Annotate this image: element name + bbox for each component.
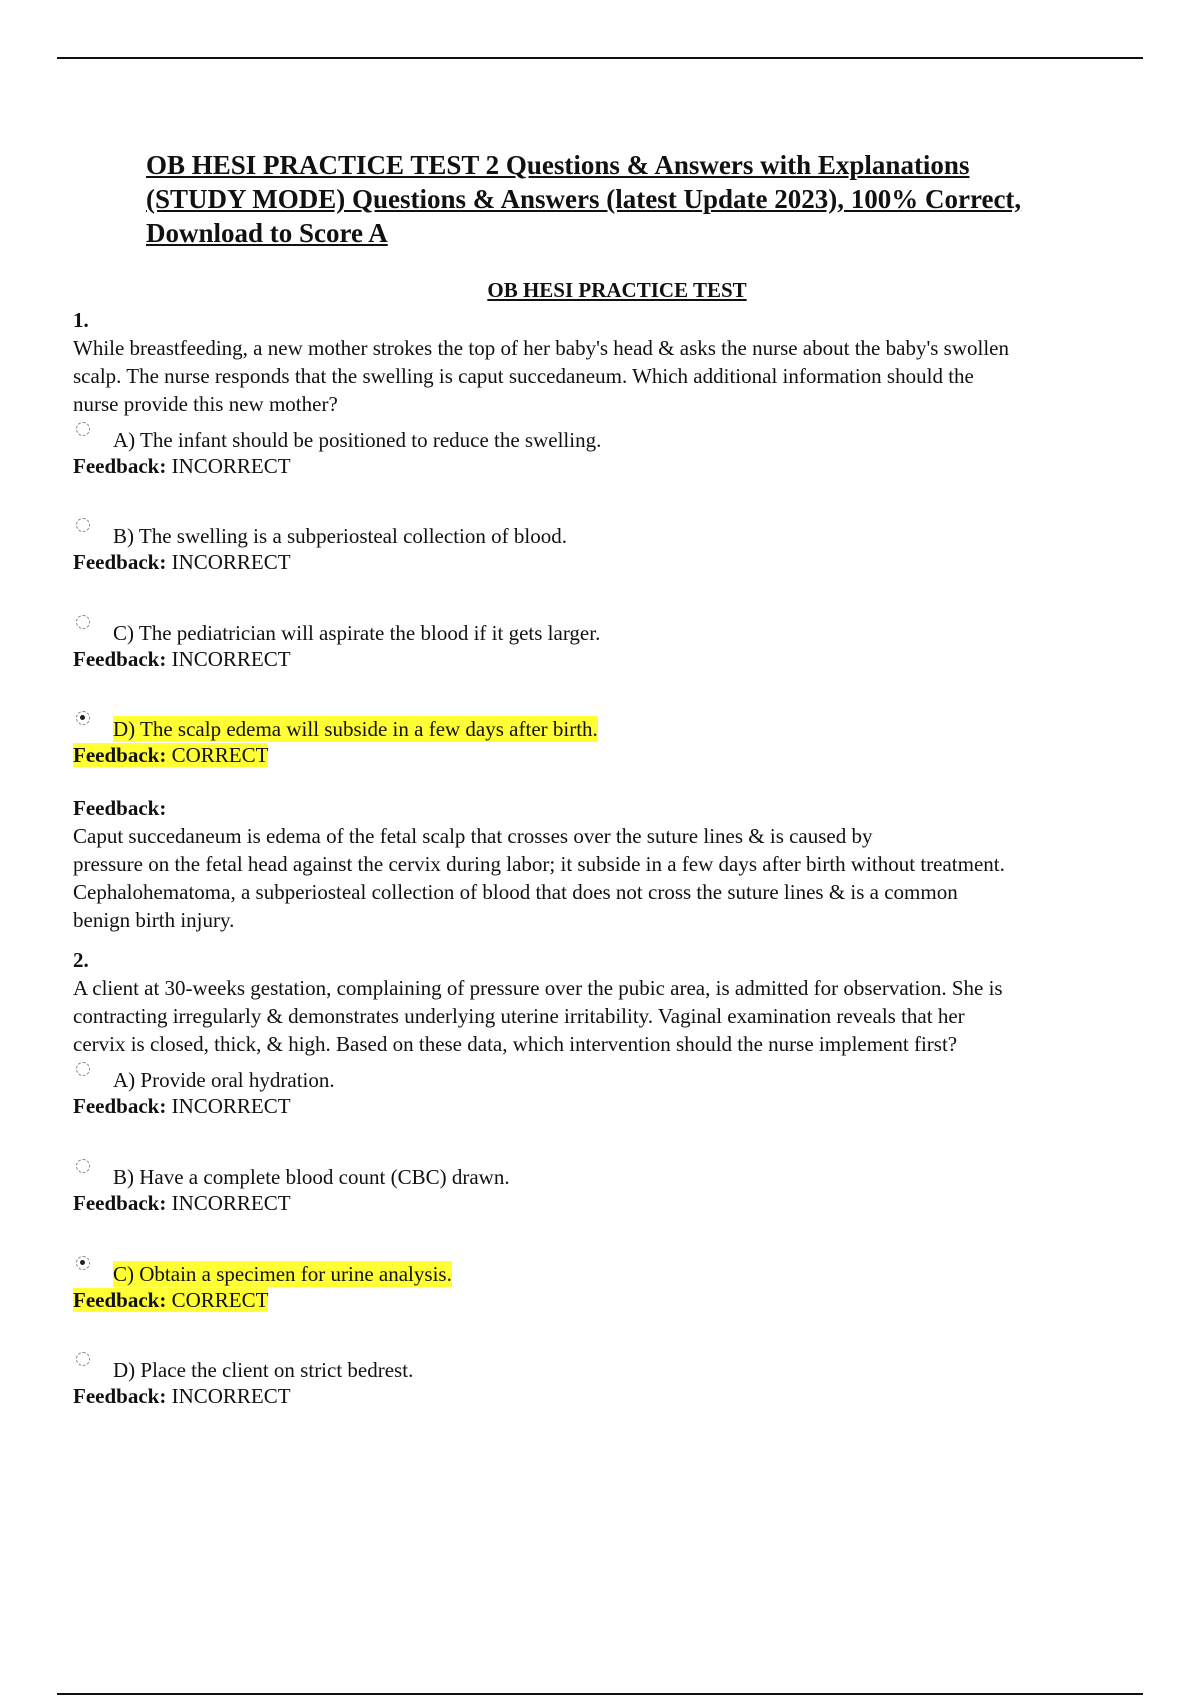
answer-option-b[interactable] (73, 1159, 1153, 1217)
answer-option-d[interactable] (73, 1352, 1153, 1410)
option-label: B) The swelling is a subperiosteal collection of blood. (113, 524, 567, 548)
explanation (73, 794, 1153, 934)
question-text-line: scalp. The nurse responds that the swelling is caput succedaneum. Which additional information should the (73, 364, 974, 388)
option-label: D) The scalp edema will subside in a few days after birth. (113, 717, 598, 741)
bottom-divider (57, 1693, 1143, 1695)
option-feedback: Feedback: INCORRECT (73, 550, 291, 574)
answer-option-d[interactable] (73, 711, 1153, 769)
radio-button-selected-icon[interactable] (76, 711, 90, 725)
option-label: C) Obtain a specimen for urine analysis. (113, 1262, 452, 1286)
answer-option-b[interactable] (73, 518, 1153, 576)
answer-option-c[interactable] (73, 1256, 1153, 1314)
title-line: (STUDY MODE) Questions & Answers (latest Update 2023), 100% Correct, (146, 184, 1022, 214)
explanation-line: benign birth injury. (73, 908, 235, 932)
option-label: B) Have a complete blood count (CBC) drawn. (113, 1165, 510, 1189)
answer-option-a[interactable] (73, 422, 1153, 480)
option-feedback: Feedback: INCORRECT (73, 1384, 291, 1408)
explanation-line: pressure on the fetal head against the cervix during labor; it subside in a few days after birth without treatment. (73, 852, 1005, 876)
answer-option-a[interactable] (73, 1062, 1153, 1120)
option-feedback: Feedback: CORRECT (73, 1288, 269, 1312)
question-text-line: contracting irregularly & demonstrates underlying uterine irritability. Vaginal examination reveals that her (73, 1004, 965, 1028)
option-label: A) Provide oral hydration. (113, 1068, 335, 1092)
radio-button-icon[interactable] (76, 1062, 90, 1076)
question-text-line: A client at 30-weeks gestation, complaining of pressure over the pubic area, is admitted for observation. She is (73, 976, 1003, 1000)
option-label: A) The infant should be positioned to reduce the swelling. (113, 428, 602, 452)
question-text-line: nurse provide this new mother? (73, 392, 338, 416)
section-title: OB HESI PRACTICE TEST (487, 278, 747, 302)
radio-button-icon[interactable] (76, 422, 90, 436)
question-text (73, 334, 1153, 418)
radio-button-selected-icon[interactable] (76, 1256, 90, 1270)
question-text-line: cervix is closed, thick, & high. Based on these data, which intervention should the nurse implement first? (73, 1032, 958, 1056)
document-title (146, 148, 1146, 250)
top-divider (57, 57, 1143, 59)
title-line: OB HESI PRACTICE TEST 2 Questions & Answers with Explanations (146, 150, 970, 180)
radio-button-icon[interactable] (76, 1352, 90, 1366)
radio-button-icon[interactable] (76, 615, 90, 629)
radio-button-icon[interactable] (76, 1159, 90, 1173)
answer-option-c[interactable] (73, 615, 1153, 673)
question-text (73, 974, 1153, 1058)
option-feedback: Feedback: INCORRECT (73, 647, 291, 671)
question-2 (73, 946, 1153, 1410)
option-feedback: Feedback: INCORRECT (73, 454, 291, 478)
explanation-line: Feedback: Caput succedaneum is edema of the fetal scalp that crosses over the suture lines & is caused by (73, 796, 873, 848)
title-line: Download to Score A (146, 218, 388, 248)
option-label: C) The pediatrician will aspirate the blood if it gets larger. (113, 621, 601, 645)
option-feedback: Feedback: INCORRECT (73, 1094, 291, 1118)
option-feedback: Feedback: INCORRECT (73, 1191, 291, 1215)
question-number: 2. (73, 948, 89, 972)
radio-button-icon[interactable] (76, 518, 90, 532)
question-number: 1. (73, 308, 89, 332)
question-text-line: While breastfeeding, a new mother strokes the top of her baby's head & asks the nurse about the baby's swollen (73, 336, 1009, 360)
explanation-line: Cephalohematoma, a subperiosteal collection of blood that does not cross the suture lines & is a common (73, 880, 958, 904)
question-1 (73, 306, 1153, 934)
option-label: D) Place the client on strict bedrest. (113, 1358, 414, 1382)
option-feedback: Feedback: CORRECT (73, 743, 269, 767)
